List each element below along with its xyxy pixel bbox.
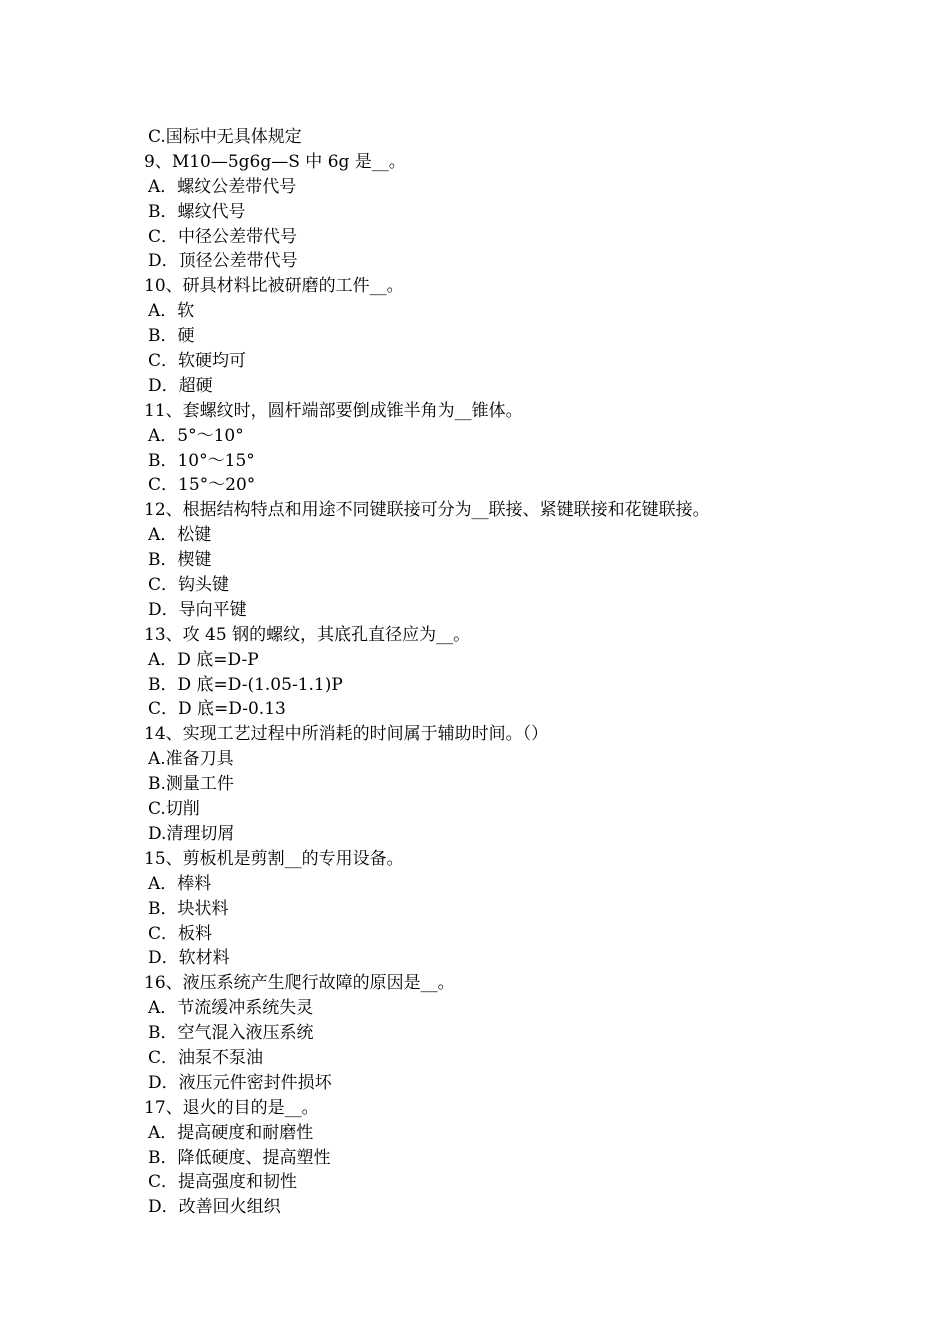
question-text: 15、剪板机是剪割__的专用设备。: [144, 848, 404, 869]
answer-option: A．5°～10°: [148, 425, 244, 446]
answer-option: B．10°～15°: [148, 450, 255, 471]
question-text: 13、攻 45 钢的螺纹，其底孔直径应为__。: [144, 624, 471, 645]
answer-option: B．降低硬度、提高塑性: [148, 1147, 331, 1168]
answer-option: C．15°～20°: [148, 475, 256, 496]
answer-option: A．松键: [148, 525, 212, 546]
answer-option: A．软: [148, 301, 195, 322]
answer-option: A．节流缓冲系统失灵: [148, 998, 314, 1019]
answer-option: A.准备刀具: [148, 749, 234, 770]
question-text: 14、实现工艺过程中所消耗的时间属于辅助时间。（）: [144, 724, 549, 745]
question-text: 16、液压系统产生爬行故障的原因是__。: [144, 973, 455, 994]
answer-option: C．钩头键: [148, 575, 230, 596]
question-text: 12、根据结构特点和用途不同键联接可分为__联接、紧键联接和花键联接。: [144, 500, 710, 521]
answer-option: C．油泵不泵油: [148, 1047, 264, 1068]
question-text: 9、M10—5g6g—S 中 6g 是__。: [144, 151, 406, 172]
question-text: 11、套螺纹时，圆杆端部要倒成锥半角为__锥体。: [144, 400, 523, 421]
answer-option: D．液压元件密封件损坏: [148, 1072, 332, 1093]
answer-option: C.国标中无具体规定: [148, 127, 302, 147]
answer-option: D．顶径公差带代号: [148, 251, 298, 272]
answer-option: B．硬: [148, 326, 195, 347]
answer-option: D．超硬: [148, 375, 213, 396]
answer-option: A．D 底=D-P: [148, 649, 259, 670]
answer-option: B．块状料: [148, 898, 229, 919]
question-text: 17、退火的目的是__。: [144, 1097, 319, 1118]
answer-option: C．提高强度和韧性: [148, 1172, 298, 1193]
answer-option: B．楔键: [148, 550, 212, 571]
answer-option: A．提高硬度和耐磨性: [148, 1122, 314, 1143]
answer-option: B．D 底=D-(1.05-1.1)P: [148, 674, 343, 695]
document-content: [144, 125, 824, 1220]
answer-option: D.清理切屑: [148, 823, 235, 844]
answer-option: A．棒料: [148, 873, 212, 894]
answer-option: B．螺纹代号: [148, 201, 246, 222]
answer-option: C.切削: [148, 799, 200, 820]
question-text: 10、研具材料比被研磨的工件__。: [144, 276, 404, 297]
answer-option: C．D 底=D-0.13: [148, 699, 286, 720]
answer-option: D．软材料: [148, 948, 230, 969]
answer-option: C．中径公差带代号: [148, 226, 298, 247]
answer-option: B.测量工件: [148, 774, 234, 795]
answer-option: A．螺纹公差带代号: [148, 176, 297, 197]
answer-option: C．板料: [148, 923, 213, 944]
answer-option: B．空气混入液压系统: [148, 1023, 314, 1044]
answer-option: D．改善回火组织: [148, 1197, 281, 1218]
answer-option: C．软硬均可: [148, 351, 247, 372]
answer-option: D．导向平键: [148, 599, 247, 620]
